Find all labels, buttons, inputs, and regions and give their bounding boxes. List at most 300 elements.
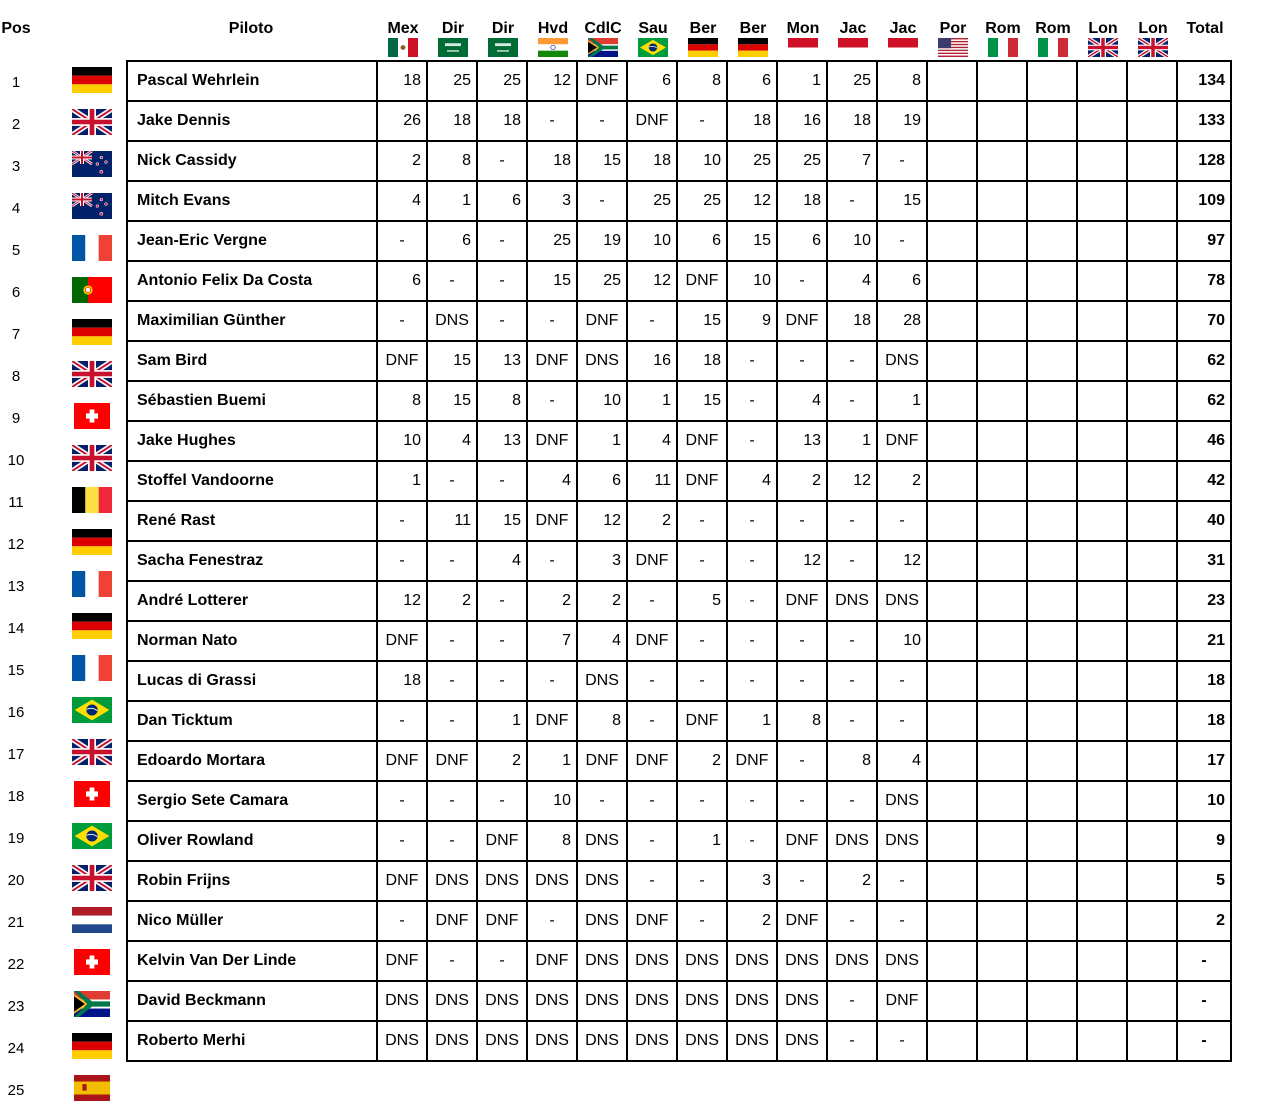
position-number: 20 [7,872,25,889]
race-result-cell: 25 [628,182,678,222]
race-result-cell [1128,982,1178,1022]
race-result-cell [978,582,1028,622]
race-result-cell [928,502,978,542]
race-result-cell: 5 [678,582,728,622]
race-result-cell: 18 [728,102,778,142]
header-race-11-label: Jac [889,20,917,37]
race-result-cell [978,902,1028,942]
driver-name: Mitch Evans [128,182,378,222]
total-points: 46 [1178,422,1232,462]
race-result-cell: - [528,302,578,342]
table-row [128,982,1232,1022]
race-result-cell: DNS [778,942,828,982]
race-result-cell [1078,382,1128,422]
table-row [128,822,1232,862]
driver-name: Nico Müller [128,902,378,942]
table-row [128,382,1232,422]
position-number: 10 [7,452,25,469]
position-number: 13 [7,578,25,595]
table-row [128,142,1232,182]
header-total [1178,0,1232,62]
race-result-cell [1078,102,1128,142]
race-result-cell: 2 [428,582,478,622]
new-zealand-flag-icon [70,151,114,181]
race-result-cell: - [778,742,828,782]
race-result-cell: 11 [628,462,678,502]
results-grid [126,60,1232,1062]
race-result-cell: DNS [878,942,928,982]
race-result-cell [1128,302,1178,342]
race-result-cell: 25 [478,62,528,102]
race-result-cell: - [828,342,878,382]
header-race-6-label: Sau [638,20,668,37]
race-result-cell: DNS [578,1022,628,1062]
race-result-cell: DNF [578,62,628,102]
header-race-16 [1128,0,1178,62]
race-result-cell [1128,742,1178,782]
race-result-cell [1078,262,1128,302]
race-result-cell: - [428,782,478,822]
position-number: 17 [7,746,25,763]
race-result-cell: DNF [578,742,628,782]
race-result-cell: 11 [428,502,478,542]
race-result-cell: DNS [728,1022,778,1062]
race-result-cell: 18 [828,102,878,142]
race-result-cell: 6 [728,62,778,102]
driver-name: René Rast [128,502,378,542]
race-result-cell [928,622,978,662]
race-result-cell: - [728,342,778,382]
race-result-cell: 1 [428,182,478,222]
race-result-cell: 1 [628,382,678,422]
race-result-cell [928,862,978,902]
race-result-cell: DNF [378,622,428,662]
uk-flag-icon [70,109,114,139]
race-result-cell [1128,1022,1178,1062]
race-result-cell [1078,222,1128,262]
race-result-cell: DNS [678,942,728,982]
race-result-cell [1078,302,1128,342]
race-result-cell: 12 [728,182,778,222]
race-result-cell: 25 [728,142,778,182]
race-result-cell: DNS [728,942,778,982]
race-result-cell: 18 [428,102,478,142]
race-result-cell: - [778,502,828,542]
header-race-5 [578,0,628,62]
table-row [128,902,1232,942]
race-result-cell: DNS [628,982,678,1022]
race-result-cell: 25 [678,182,728,222]
race-result-cell: DNF [628,542,678,582]
race-result-cell: - [378,702,428,742]
driver-name: Sébastien Buemi [128,382,378,422]
header-race-1-label: Mex [387,20,419,37]
race-result-cell: DNS [678,982,728,1022]
position-number: 3 [11,158,21,175]
indonesia-flag-icon [788,38,818,57]
race-result-cell: - [428,622,478,662]
race-result-cell [978,622,1028,662]
total-points: - [1178,942,1232,982]
race-result-cell: - [478,582,528,622]
race-result-cell: 18 [528,142,578,182]
header-race-9-label: Mon [786,20,820,37]
race-result-cell [1078,822,1128,862]
race-result-cell: DNF [778,302,828,342]
race-result-cell [1078,422,1128,462]
race-result-cell: 4 [778,382,828,422]
total-points: 62 [1178,382,1232,422]
race-result-cell: 2 [628,502,678,542]
position-number: 25 [7,1082,25,1099]
race-result-cell: DNS [828,582,878,622]
race-result-cell: - [778,862,828,902]
race-result-cell: - [778,662,828,702]
race-result-cell: 1 [878,382,928,422]
race-result-cell [978,182,1028,222]
total-points: 23 [1178,582,1232,622]
race-result-cell: - [878,862,928,902]
race-result-cell [928,902,978,942]
header-race-14 [1028,0,1078,62]
header-race-10 [828,0,878,62]
race-result-cell: 2 [728,902,778,942]
race-result-cell: 1 [678,822,728,862]
race-result-cell: 1 [828,422,878,462]
race-result-cell: - [678,542,728,582]
total-points: 18 [1178,662,1232,702]
race-result-cell: DNS [878,822,928,862]
position-number: 23 [7,998,25,1015]
race-result-cell: 3 [528,182,578,222]
race-result-cell: 4 [378,182,428,222]
total-points: 42 [1178,462,1232,502]
race-result-cell [928,222,978,262]
brazil-flag-icon [638,38,668,57]
race-result-cell: DNS [828,942,878,982]
race-result-cell: 4 [428,422,478,462]
france-flag-icon [70,655,114,685]
position-number: 5 [11,242,21,259]
race-result-cell [1128,542,1178,582]
table-row [128,782,1232,822]
table-row [128,742,1232,782]
table-row [128,422,1232,462]
race-result-cell: DNF [428,742,478,782]
race-result-cell: DNF [878,982,928,1022]
race-result-cell: DNF [778,582,828,622]
race-result-cell [1028,582,1078,622]
race-result-cell: DNF [678,262,728,302]
total-points: 18 [1178,702,1232,742]
race-result-cell: 10 [628,222,678,262]
race-result-cell [1028,182,1078,222]
race-result-cell: 13 [478,342,528,382]
race-result-cell [1078,1022,1128,1062]
table-row [128,862,1232,902]
race-result-cell [978,222,1028,262]
race-result-cell: DNS [428,1022,478,1062]
race-result-cell: DNS [478,1022,528,1062]
race-result-cell [1128,182,1178,222]
race-result-cell: DNF [528,942,578,982]
race-result-cell [1078,982,1128,1022]
race-result-cell: 4 [628,422,678,462]
race-result-cell: DNS [428,982,478,1022]
race-result-cell [1028,782,1078,822]
race-result-cell: 7 [528,622,578,662]
race-result-cell: 7 [828,142,878,182]
table-row [128,582,1232,622]
race-result-cell [978,742,1028,782]
race-result-cell: 10 [828,222,878,262]
switzerland-flag-icon [70,949,114,979]
race-result-cell: - [378,302,428,342]
race-result-cell: DNS [528,982,578,1022]
race-result-cell: DNS [578,662,628,702]
race-result-cell: DNF [878,422,928,462]
race-result-cell: - [528,382,578,422]
usa-flag-icon [938,38,968,57]
race-result-cell: 18 [478,102,528,142]
new-zealand-flag-icon [70,193,114,223]
uk-flag-icon [1088,38,1118,57]
race-result-cell: 2 [878,462,928,502]
spain-flag-icon [70,1075,114,1104]
race-result-cell [1128,462,1178,502]
total-points: 21 [1178,622,1232,662]
race-result-cell: 16 [628,342,678,382]
race-result-cell: - [478,782,528,822]
race-result-cell: 3 [578,542,628,582]
header-race-13-label: Rom [985,20,1021,37]
race-result-cell: - [478,462,528,502]
race-result-cell: DNF [428,902,478,942]
race-result-cell [978,262,1028,302]
race-result-cell: - [878,222,928,262]
race-result-cell: 2 [478,742,528,782]
race-result-cell: 2 [778,462,828,502]
race-result-cell: DNF [378,862,428,902]
table-row [128,622,1232,662]
position-number: 18 [7,788,25,805]
race-result-cell: 8 [678,62,728,102]
race-result-cell: DNF [378,742,428,782]
race-result-cell: DNF [578,302,628,342]
position-number: 7 [11,326,21,343]
total-points: 133 [1178,102,1232,142]
race-result-cell: 25 [578,262,628,302]
race-result-cell: DNS [578,342,628,382]
race-result-cell: 15 [678,382,728,422]
indonesia-flag-icon [838,38,868,57]
total-points: 97 [1178,222,1232,262]
race-result-cell: - [728,782,778,822]
race-result-cell: - [778,782,828,822]
race-result-cell: - [878,662,928,702]
race-result-cell: 10 [528,782,578,822]
race-result-cell [928,302,978,342]
race-result-cell [1028,902,1078,942]
race-result-cell: 15 [728,222,778,262]
race-result-cell [978,662,1028,702]
race-result-cell: - [528,902,578,942]
race-result-cell [1028,702,1078,742]
race-result-cell [978,62,1028,102]
race-result-cell: - [628,782,678,822]
driver-name: Pascal Wehrlein [128,62,378,102]
race-result-cell: DNF [628,102,678,142]
race-result-cell: - [728,542,778,582]
race-result-cell: - [528,662,578,702]
header-pos [0,0,32,62]
header-race-14-label: Rom [1035,20,1071,37]
race-result-cell [1078,582,1128,622]
total-points: 40 [1178,502,1232,542]
italy-flag-icon [988,38,1018,57]
belgium-flag-icon [70,487,114,517]
race-result-cell [1128,622,1178,662]
race-result-cell: - [478,662,528,702]
saudi-arabia-flag-icon [438,38,468,57]
race-result-cell: - [628,702,678,742]
header-race-2 [428,0,478,62]
race-result-cell: - [828,982,878,1022]
south-africa-flag-icon [588,38,618,57]
race-result-cell: DNS [678,1022,728,1062]
driver-name: André Lotterer [128,582,378,622]
race-result-cell: - [728,382,778,422]
race-result-cell [1128,222,1178,262]
race-result-cell: DNF [678,702,728,742]
race-result-cell: - [728,422,778,462]
race-result-cell: 13 [478,422,528,462]
race-result-cell: 8 [478,382,528,422]
race-result-cell [1078,142,1128,182]
header-race-12-label: Por [939,20,967,37]
race-result-cell: - [628,862,678,902]
total-points: 31 [1178,542,1232,582]
race-result-cell: - [678,862,728,902]
uk-flag-icon [70,739,114,769]
race-result-cell [928,342,978,382]
race-result-cell: DNF [478,822,528,862]
race-result-cell: DNS [578,862,628,902]
header-race-9 [778,0,828,62]
race-result-cell [1028,742,1078,782]
table-row [128,542,1232,582]
race-result-cell: 12 [878,542,928,582]
race-result-cell: - [478,222,528,262]
race-result-cell [978,302,1028,342]
race-result-cell: 12 [778,542,828,582]
race-result-cell: 2 [678,742,728,782]
race-result-cell: DNF [628,742,678,782]
race-result-cell: - [878,502,928,542]
race-result-cell: 8 [778,702,828,742]
race-result-cell: 1 [778,62,828,102]
race-result-cell: 3 [728,862,778,902]
race-result-cell: 1 [578,422,628,462]
driver-name: Lucas di Grassi [128,662,378,702]
race-result-cell: - [678,102,728,142]
race-result-cell: 18 [378,62,428,102]
table-row [128,302,1232,342]
race-result-cell [1028,62,1078,102]
race-result-cell: - [428,942,478,982]
race-result-cell [1028,462,1078,502]
race-result-cell: - [878,1022,928,1062]
race-result-cell: DNS [878,782,928,822]
position-number: 9 [11,410,21,427]
race-result-cell: 18 [828,302,878,342]
race-result-cell: DNF [528,502,578,542]
portugal-flag-icon [70,277,114,307]
switzerland-flag-icon [70,781,114,811]
race-result-cell [928,662,978,702]
race-result-cell [1028,142,1078,182]
race-result-cell: - [628,582,678,622]
race-result-cell: 15 [878,182,928,222]
race-result-cell: 18 [778,182,828,222]
race-result-cell: - [378,222,428,262]
race-result-cell: 15 [578,142,628,182]
race-result-cell [1028,222,1078,262]
race-result-cell [928,742,978,782]
race-result-cell [1078,862,1128,902]
race-result-cell [978,382,1028,422]
race-result-cell [1028,822,1078,862]
race-result-cell [978,542,1028,582]
race-result-cell [1028,382,1078,422]
race-result-cell: DNF [528,342,578,382]
uk-flag-icon [70,445,114,475]
race-result-cell: - [378,902,428,942]
driver-name: Antonio Felix Da Costa [128,262,378,302]
race-result-cell [1028,622,1078,662]
total-points: 17 [1178,742,1232,782]
table-row [128,222,1232,262]
total-points: - [1178,1022,1232,1062]
header-race-3-label: Dir [491,20,515,37]
total-points: - [1178,982,1232,1022]
race-result-cell [978,1022,1028,1062]
mexico-flag-icon [388,38,418,57]
race-result-cell: 10 [578,382,628,422]
race-result-cell: 6 [478,182,528,222]
germany-flag-icon [70,1033,114,1063]
race-result-cell [928,142,978,182]
race-result-cell [1128,502,1178,542]
race-result-cell: - [828,382,878,422]
race-result-cell: 12 [378,582,428,622]
race-result-cell: 2 [828,862,878,902]
race-result-cell: 6 [778,222,828,262]
race-result-cell [1028,262,1078,302]
race-result-cell: 8 [428,142,478,182]
total-points: 109 [1178,182,1232,222]
race-result-cell: DNF [628,902,678,942]
race-result-cell [978,982,1028,1022]
race-result-cell: 18 [678,342,728,382]
race-result-cell [1128,822,1178,862]
race-result-cell [1078,342,1128,382]
uk-flag-icon [1138,38,1168,57]
table-row [128,102,1232,142]
race-result-cell: 15 [528,262,578,302]
race-result-cell [1078,902,1128,942]
race-result-cell: DNF [528,702,578,742]
